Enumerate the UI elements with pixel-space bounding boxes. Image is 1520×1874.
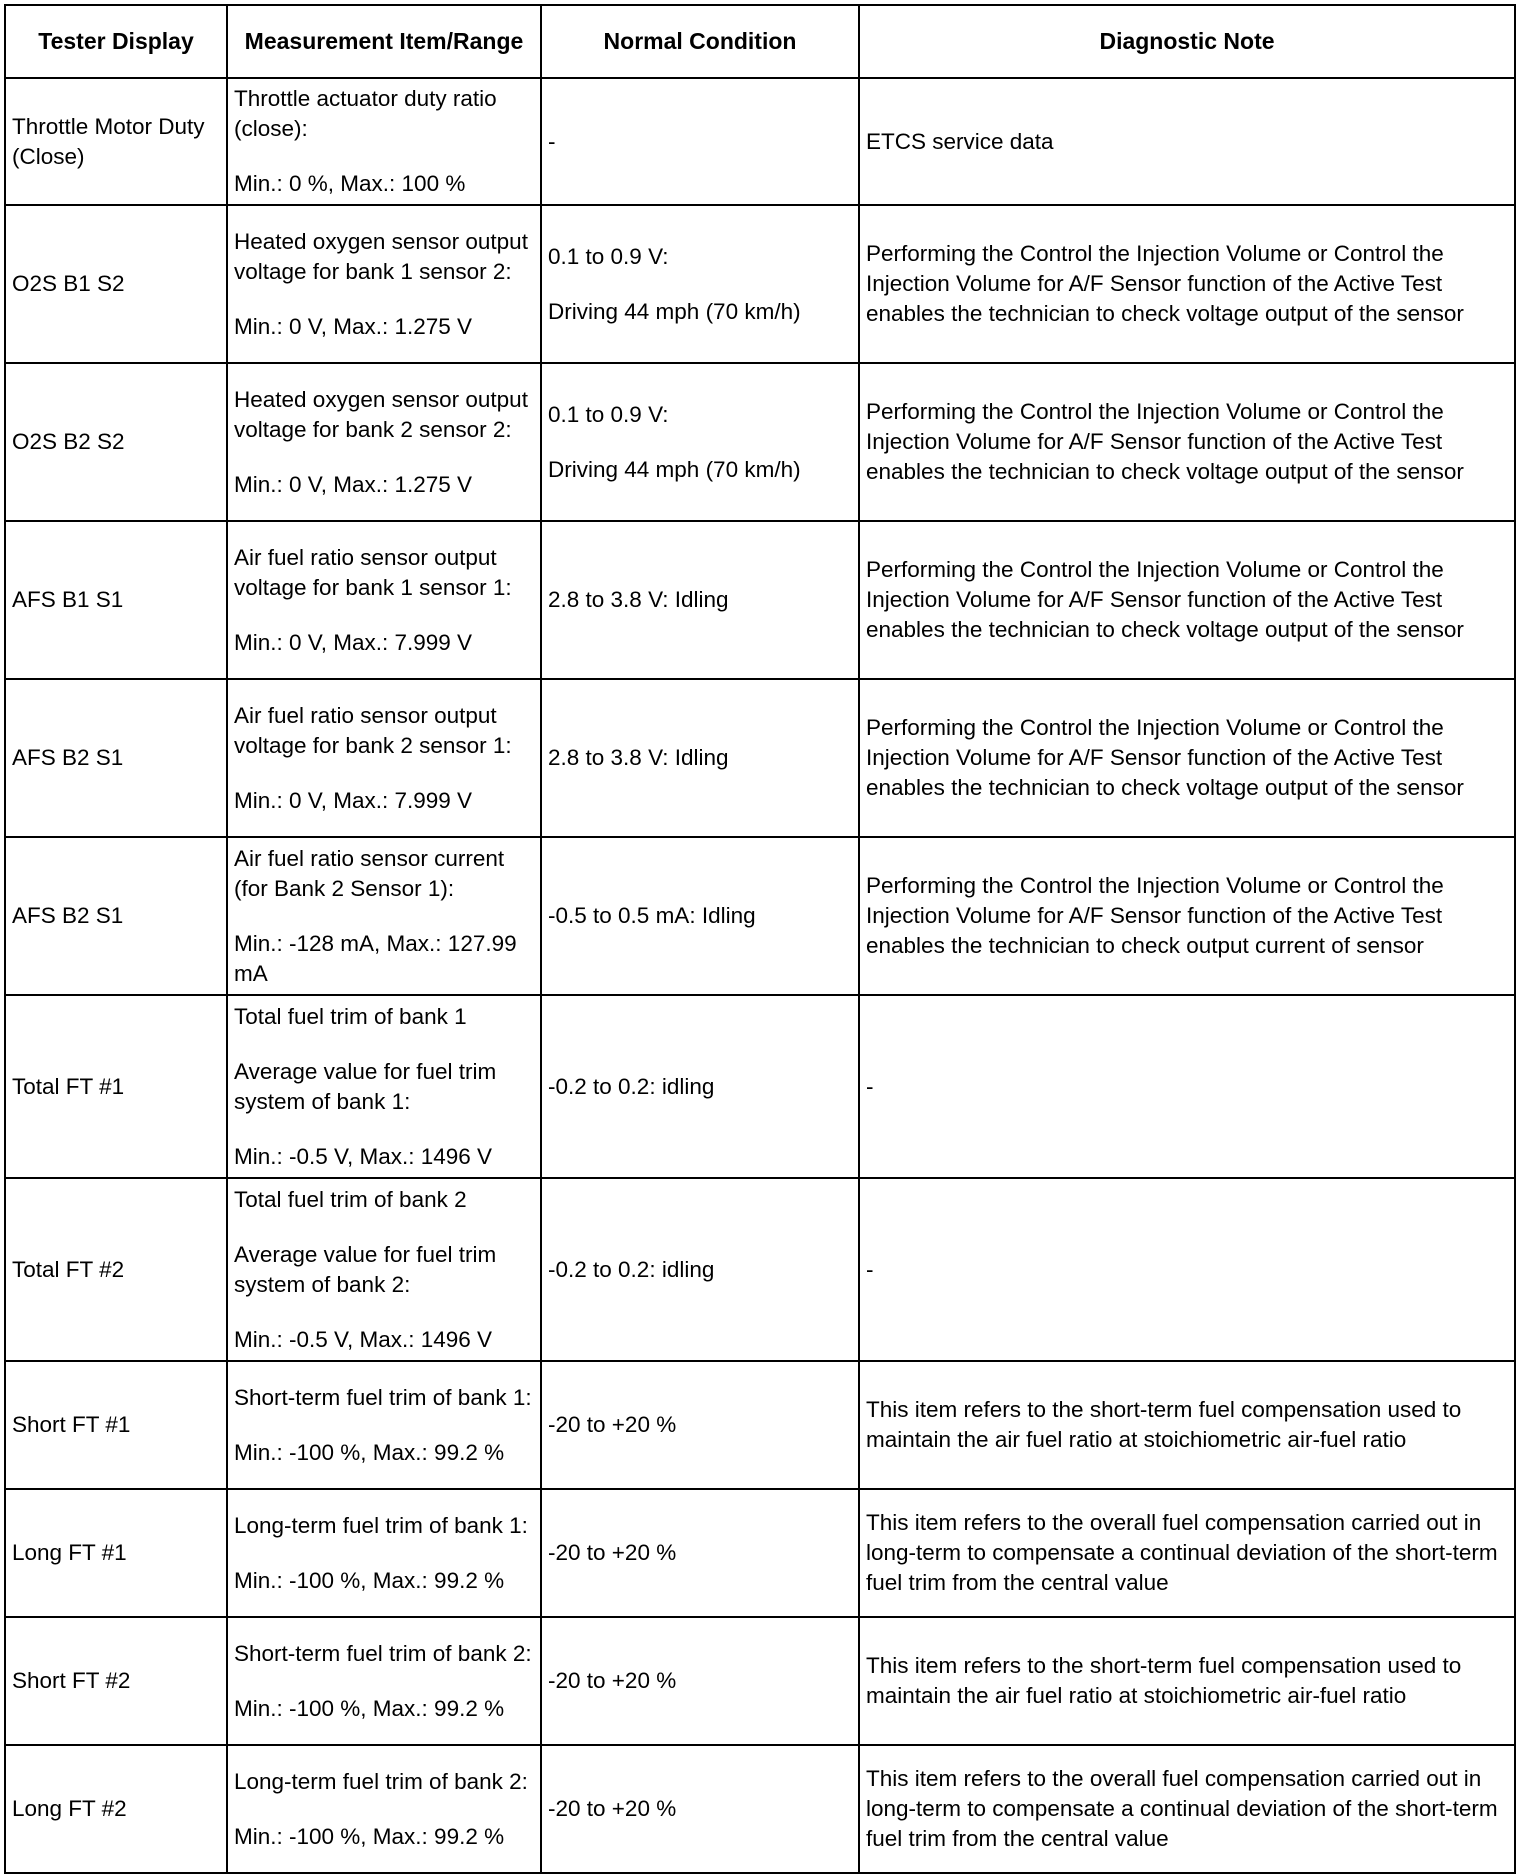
- diagnostic-note-cell: This item refers to the overall fuel compensation carried out in long-term to compensate a continual deviation of the short-term fuel trim from the central value: [859, 1489, 1515, 1617]
- normal-condition-cell: [541, 995, 859, 1178]
- table-row: [5, 1361, 1515, 1489]
- normal-condition-text: 2.8 to 3.8 V: Idling: [548, 587, 729, 612]
- tester-display-cell: Long FT #2: [5, 1745, 227, 1873]
- measurement-range-cell: [227, 78, 541, 205]
- normal-condition-cell: [541, 837, 859, 995]
- normal-condition-text: -0.2 to 0.2: idling: [548, 1073, 715, 1099]
- data-list-table: [4, 4, 1516, 1874]
- table-row: [5, 363, 1515, 521]
- normal-condition-text: 0.1 to 0.9 V:: [548, 401, 669, 427]
- normal-condition-text: -20 to +20 %: [548, 1412, 677, 1437]
- normal-condition-cell: [541, 521, 859, 679]
- measurement-range-text: Total fuel trim of bank 2: [234, 1186, 467, 1212]
- measurement-range-text: Min.: -100 %, Max.: 99.2 %: [234, 1823, 505, 1849]
- diagnostic-note-cell: Performing the Control the Injection Volume or Control the Injection Volume for A/F Sensor function of the Active Test enables the technician to check voltage output of the sensor: [859, 521, 1515, 679]
- normal-condition-text: 2.8 to 3.8 V: Idling: [548, 745, 729, 770]
- tester-display-cell: Long FT #1: [5, 1489, 227, 1617]
- measurement-range-text: Short-term fuel trim of bank 1:: [234, 1384, 532, 1410]
- normal-condition-cell: [541, 363, 859, 521]
- measurement-range-text: Min.: -100 %, Max.: 99.2 %: [234, 1695, 505, 1721]
- measurement-range-text: Long-term fuel trim of bank 1:: [234, 1512, 528, 1538]
- table-row: [5, 1745, 1515, 1873]
- measurement-range-text: Min.: -0.5 V, Max.: 1496 V: [234, 1326, 493, 1352]
- measurement-range-text: Long-term fuel trim of bank 2:: [234, 1768, 528, 1794]
- measurement-range-text: Min.: -0.5 V, Max.: 1496 V: [234, 1143, 493, 1169]
- measurement-range-text: Min.: 0 V, Max.: 1.275 V: [234, 313, 473, 339]
- diagnostic-note-cell: -: [859, 1178, 1515, 1361]
- normal-condition-text: -0.2 to 0.2: idling: [548, 1256, 715, 1282]
- normal-condition-text: Driving 44 mph (70 km/h): [548, 298, 801, 324]
- normal-condition-cell: [541, 1361, 859, 1489]
- header-diagnostic-note: Diagnostic Note: [859, 5, 1515, 78]
- measurement-range-cell: [227, 1617, 541, 1745]
- measurement-range-text: Min.: -100 %, Max.: 99.2 %: [234, 1439, 505, 1465]
- measurement-range-text: Air fuel ratio sensor current (for Bank 2 Sensor 1):: [234, 845, 505, 901]
- measurement-range-cell: [227, 1745, 541, 1873]
- normal-condition-cell: [541, 1489, 859, 1617]
- normal-condition-text: 0.1 to 0.9 V:: [548, 243, 669, 269]
- normal-condition-cell: [541, 78, 859, 205]
- measurement-range-cell: [227, 521, 541, 679]
- normal-condition-text: -0.5 to 0.5 mA: Idling: [548, 903, 756, 928]
- measurement-range-text: Min.: 0 %, Max.: 100 %: [234, 171, 466, 196]
- table-row: [5, 78, 1515, 205]
- measurement-range-text: Min.: -128 mA, Max.: 127.99 mA: [234, 930, 517, 986]
- table-row: [5, 1178, 1515, 1361]
- measurement-range-cell: [227, 679, 541, 837]
- table-row: [5, 521, 1515, 679]
- normal-condition-text: -20 to +20 %: [548, 1540, 677, 1565]
- measurement-range-text: Air fuel ratio sensor output voltage for bank 1 sensor 1:: [234, 544, 512, 600]
- table-row: [5, 995, 1515, 1178]
- tester-display-cell: AFS B1 S1: [5, 521, 227, 679]
- measurement-range-cell: [227, 837, 541, 995]
- diagnostic-note-cell: This item refers to the short-term fuel compensation used to maintain the air fuel ratio at stoichiometric air-fuel ratio: [859, 1361, 1515, 1489]
- diagnostic-note-cell: -: [859, 995, 1515, 1178]
- header-tester-display: Tester Display: [5, 5, 227, 78]
- measurement-range-cell: [227, 1489, 541, 1617]
- measurement-range-cell: [227, 1361, 541, 1489]
- measurement-range-text: Min.: 0 V, Max.: 7.999 V: [234, 787, 473, 813]
- normal-condition-cell: [541, 679, 859, 837]
- table-row: [5, 1617, 1515, 1745]
- table-row: [5, 837, 1515, 995]
- header-normal-condition: Normal Condition: [541, 5, 859, 78]
- tester-display-cell: O2S B1 S2: [5, 205, 227, 363]
- measurement-range-cell: [227, 995, 541, 1178]
- measurement-range-text: Min.: 0 V, Max.: 1.275 V: [234, 471, 473, 497]
- normal-condition-text: -: [548, 128, 556, 154]
- tester-display-cell: Short FT #2: [5, 1617, 227, 1745]
- measurement-range-text: Throttle actuator duty ratio (close):: [234, 86, 497, 141]
- diagnostic-note-cell: Performing the Control the Injection Volume or Control the Injection Volume for A/F Sensor function of the Active Test enables the technician to check output current of sensor: [859, 837, 1515, 995]
- tester-display-cell: Total FT #1: [5, 995, 227, 1178]
- measurement-range-text: Heated oxygen sensor output voltage for bank 2 sensor 2:: [234, 386, 528, 442]
- normal-condition-text: -20 to +20 %: [548, 1668, 677, 1693]
- measurement-range-text: Short-term fuel trim of bank 2:: [234, 1640, 532, 1666]
- tester-display-cell: O2S B2 S2: [5, 363, 227, 521]
- table-row: [5, 679, 1515, 837]
- measurement-range-cell: [227, 363, 541, 521]
- table-row: [5, 1489, 1515, 1617]
- tester-display-cell: AFS B2 S1: [5, 837, 227, 995]
- normal-condition-cell: [541, 1745, 859, 1873]
- tester-display-cell: Throttle Motor Duty (Close): [5, 78, 227, 205]
- table-row: [5, 205, 1515, 363]
- tester-display-cell: Total FT #2: [5, 1178, 227, 1361]
- measurement-range-text: Average value for fuel trim system of bank 1:: [234, 1058, 497, 1114]
- measurement-range-text: Heated oxygen sensor output voltage for bank 1 sensor 2:: [234, 228, 528, 284]
- tester-display-cell: Short FT #1: [5, 1361, 227, 1489]
- diagnostic-note-cell: Performing the Control the Injection Volume or Control the Injection Volume for A/F Sensor function of the Active Test enables the technician to check voltage output of the sensor: [859, 363, 1515, 521]
- measurement-range-cell: [227, 1178, 541, 1361]
- tester-display-cell: AFS B2 S1: [5, 679, 227, 837]
- diagnostic-note-cell: Performing the Control the Injection Volume or Control the Injection Volume for A/F Sensor function of the Active Test enables the technician to check voltage output of the sensor: [859, 205, 1515, 363]
- measurement-range-text: Min.: -100 %, Max.: 99.2 %: [234, 1567, 505, 1593]
- normal-condition-cell: [541, 1178, 859, 1361]
- measurement-range-text: Total fuel trim of bank 1: [234, 1003, 467, 1029]
- diagnostic-note-cell: ETCS service data: [859, 78, 1515, 205]
- normal-condition-cell: [541, 1617, 859, 1745]
- measurement-range-text: Average value for fuel trim system of bank 2:: [234, 1241, 497, 1297]
- measurement-range-text: Air fuel ratio sensor output voltage for bank 2 sensor 1:: [234, 702, 512, 758]
- normal-condition-text: Driving 44 mph (70 km/h): [548, 456, 801, 482]
- diagnostic-note-cell: This item refers to the overall fuel compensation carried out in long-term to compensate a continual deviation of the short-term fuel trim from the central value: [859, 1745, 1515, 1873]
- diagnostic-note-cell: Performing the Control the Injection Volume or Control the Injection Volume for A/F Sensor function of the Active Test enables the technician to check voltage output of the sensor: [859, 679, 1515, 837]
- measurement-range-cell: [227, 205, 541, 363]
- normal-condition-cell: [541, 205, 859, 363]
- diagnostic-note-cell: This item refers to the short-term fuel compensation used to maintain the air fuel ratio at stoichiometric air-fuel ratio: [859, 1617, 1515, 1745]
- header-row: [5, 5, 1515, 78]
- header-measurement-item-range: Measurement Item/Range: [227, 5, 541, 78]
- normal-condition-text: -20 to +20 %: [548, 1796, 677, 1821]
- measurement-range-text: Min.: 0 V, Max.: 7.999 V: [234, 629, 473, 655]
